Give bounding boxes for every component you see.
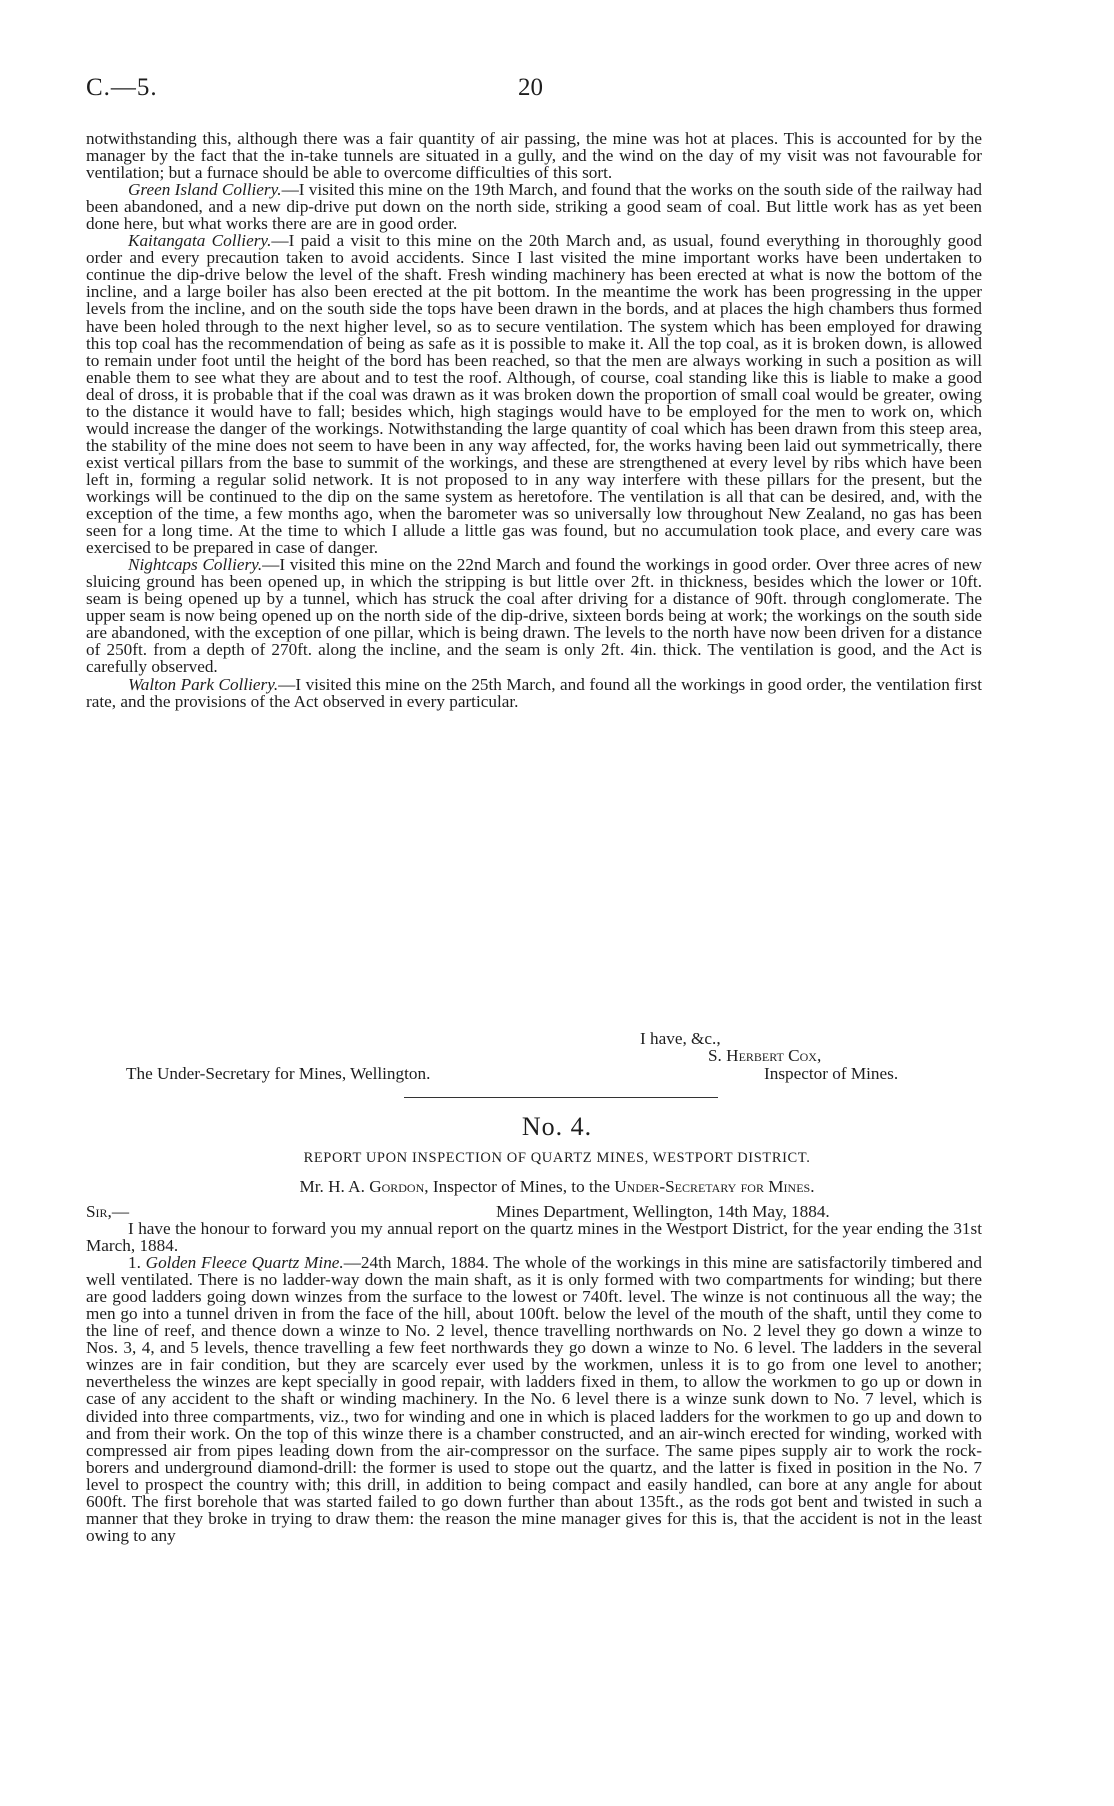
report-number: No. 4. xyxy=(521,1112,593,1141)
colliery-name: Nightcaps Colliery. xyxy=(128,555,263,575)
paragraph-text: —I visited this mine on the 25th March, and found all the workings in good order, the ventilation first rate, and the provisions of the Act observed in every particular. xyxy=(86,674,982,711)
section-divider xyxy=(404,1097,718,1098)
colliery-name: Kaitangata Colliery. xyxy=(128,231,272,251)
item-number: 1. xyxy=(128,1253,146,1273)
paragraph-text: —24th March, 1884. The whole of the workings in this mine are satisfactorily timbered and well ventilated. There is no ladder-way down the main shaft, as it is only formed with two compartments for winding; but there are good ladders going down winzes from the surface to the lowest or 740ft. level. The winze is not continuous all the way; the men go into a tunnel driven in from the face of the hill, about 100ft. below the level of the mouth of the shaft, until they come to the line of reef, and thence down a winze to No. 2 level, thence travelling northwards on No. 2 level they go down a winze to Nos. 3, 4, and 5 levels, thence travelling a few feet northwards they go down a winze to No. 6 level. The ladders in the several winzes are in fair condition, but they are scarcely ever used by the workmen, unless it is to go from one level to another; nevertheless the winzes are kept specially in good repair, with ladders fixed in them, to allow the workmen to go up or down in case of any accident to the shaft or winding machinery. In the No. 6 level there is a winze sunk down to No. 7 level, which is divided into three compartments, viz., two for winding and one in which is placed ladders for the workmen to go up and down to and from their work. On the top of this winze there is a chamber constructed, and an air-winch erected for winding, worked with compressed air from pipes leading down from the air-compressor on the surface. The same pipes supply air to work the rock-borers and underground diamond-drill: the former is used to stope out the quartz, and the latter is fixed in position in the No. 7 level to prospect the country with; this drill, in addition to being compact and easily handled, can bore at any angle for about 600ft. The first borehole that was started failed to go down further than about 135ft., as the rods got bent and twisted in such a manner that they broke in trying to draw them: the reason the mine manager gives for this is, that the accident is not in the least owing to any xyxy=(86,1253,982,1545)
paragraph-text: —I visited this mine on the 22nd March and found the workings in good order. Over three acres of new sluicing ground has been opened up, in which the stripping is but little over 2ft. in thickness, besides which the lower or 10ft. seam is being opened up by a tunnel, which has struck the coal after driving for a distance of 90ft. through conglomerate. The upper seam is now being opened up on the north side of the dip-drive, sixteen bords being at work; the workings on the south side are abandoned, with the exception of one pillar, which is being drawn. The levels to the north have now been driven for a distance of 250ft. from a depth of 270ft. along the incline, and the seam is only 2ft. 4in. thick. The ventilation is good, and the Act is carefully observed. xyxy=(86,555,982,677)
dateline: Mines Department, Wellington, 14th May, 1884. xyxy=(496,1202,830,1221)
signature-title: Inspector of Mines. xyxy=(764,1064,899,1083)
paragraph-intro: I have the honour to forward you my annual report on the quartz mines in the Westport District, for the year ending the 31st March, 1884. xyxy=(86,1219,982,1256)
paragraph-kaitangata xyxy=(86,232,982,556)
paragraph-green-island xyxy=(86,181,982,232)
mine-name: Golden Fleece Quartz Mine. xyxy=(145,1253,344,1273)
report-subtitle: Mr. H. A. Gordon, Inspector of Mines, to the Under-Secretary for Mines. xyxy=(299,1177,815,1196)
colliery-name: Green Island Colliery. xyxy=(128,180,282,200)
salutation: Sir,— xyxy=(86,1202,130,1221)
paragraph-walton-park xyxy=(86,676,982,710)
paragraph-nightcaps xyxy=(86,556,982,675)
page-number: 20 xyxy=(518,74,543,101)
document-reference: C.—5. xyxy=(86,74,158,101)
paragraph-text: —I visited this mine on the 19th March, and found that the works on the south side of the railway had been abandoned, and a new dip-drive put down on the north side, striking a good seam of coal. But little work has as yet been done here, but what works there are are in good order. xyxy=(86,180,982,234)
section-collieries-body xyxy=(86,130,982,710)
signature-recipient: The Under-Secretary for Mines, Wellington. xyxy=(126,1064,431,1083)
paragraph-golden-fleece xyxy=(86,1254,982,1544)
colliery-name: Walton Park Colliery. xyxy=(128,674,279,694)
signature-closing: I have, &c., xyxy=(640,1029,721,1048)
author-name: Gordon xyxy=(369,1177,425,1196)
paragraph-continuation: notwithstanding this, although there was a fair quantity of air passing, the mine was hot at places. This is accounted for by the manager by the fact that the in-take tunnels are situated in a gully, and the wind on the day of my visit was not favourable for ventilation; but a furnace should be able to overcome difficulties of this sort. xyxy=(86,129,982,183)
paragraph-text: —I paid a visit to this mine on the 20th March and, as usual, found everything in thoroughly good order and every precaution taken to avoid accidents. Since I last visited the mine important works have been undertaken to continue the dip-drive below the level of the shaft. Fresh winding machinery has been erected at what is now the bottom of the incline, and a large boiler has also been erected at the pit bottom. In the meantime the work has been progressing in the upper levels from the incline, and on the south side the tops have been drawn in the bords, and at places the high chambers thus formed have been holed through to the next higher level, so as to secure ventilation. The system which has been employed for drawing this top coal has the recommendation of being as safe as it is possible to make it. All the top coal, as it is broken down, is allowed to remain under foot until the height of the bord has been reached, so that the men are always working in such a position as will enable them to see what they are about and to test the roof. Although, of course, coal standing like this is liable to make a good deal of dross, it is probable that if the coal was drawn as it was broken down the proportion of small coal would be greater, owing to the distance it would have to fall; besides which, high stagings would have to be employed for the men to work on, which would increase the danger of the workings. Notwithstanding the large quantity of coal which has been drawn from this steep area, the stability of the mine does not seem to have been in any way affected, for, the works having been laid out symmetrically, there exist vertical pillars from the base to summit of the workings, and these are strengthened at every level by ribs which have been left in, forming a regular solid network. It is not proposed to in any way interfere with these pillars for the present, but the workings will be continued to the dip on the same system as heretofore. The ventilation is all that can be desired, and, with the exception of the time, a few months ago, when the barometer was so universally low throughout New Zealand, no gas has been seen for a long time. At the time to which I allude a little gas was found, but no accumulation took place, and every care was exercised to be prepared in case of danger. xyxy=(86,231,983,558)
recipient-name: Under-Secretary for Mines xyxy=(614,1177,811,1196)
signature-name: S. Herbert Cox, xyxy=(708,1046,822,1065)
section-quartz-body xyxy=(86,1220,982,1544)
report-title: REPORT UPON INSPECTION OF QUARTZ MINES, WESTPORT DISTRICT. xyxy=(303,1150,811,1166)
